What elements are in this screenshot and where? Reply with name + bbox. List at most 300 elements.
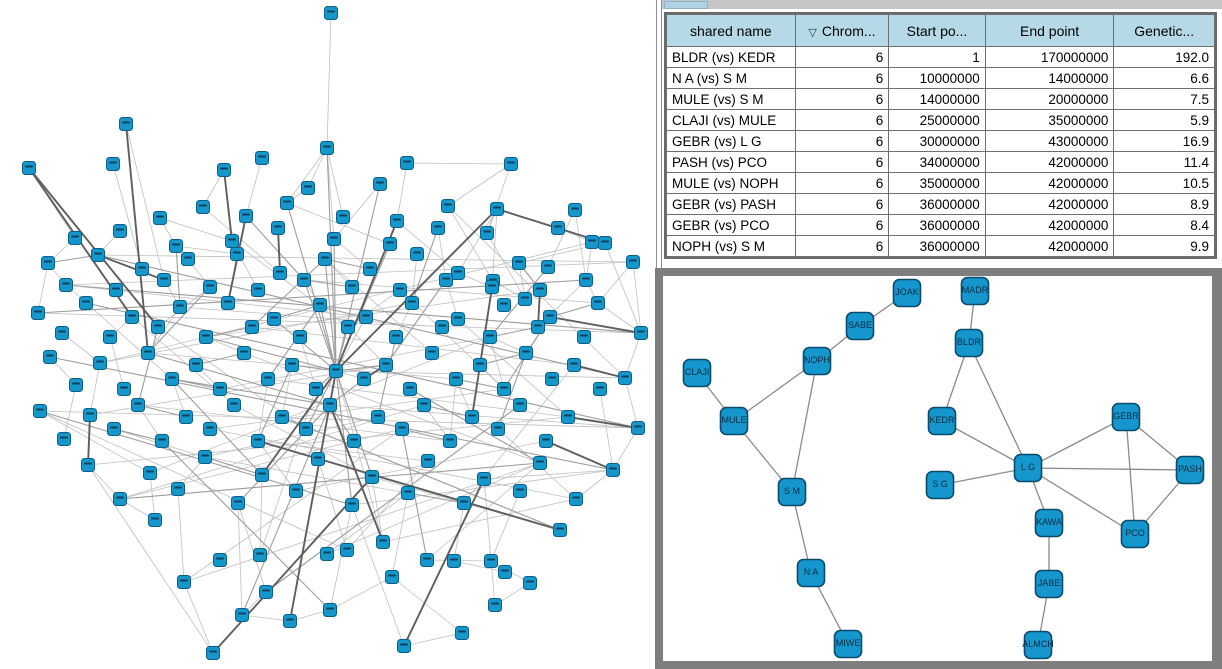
overview-node[interactable] <box>114 225 127 238</box>
table-row[interactable] <box>667 236 1215 257</box>
overview-node[interactable] <box>514 399 527 412</box>
overview-node[interactable] <box>619 372 632 385</box>
table-row[interactable] <box>667 47 1215 68</box>
cell-value[interactable]: 14000000 <box>889 89 986 110</box>
overview-node[interactable] <box>594 383 607 396</box>
cell-value[interactable]: 6 <box>795 194 889 215</box>
node-label: MULE <box>721 415 747 425</box>
cell-value[interactable]: 1 <box>889 47 986 68</box>
overview-node[interactable] <box>499 566 512 579</box>
overview-node[interactable] <box>180 411 193 424</box>
overview-node[interactable] <box>484 331 497 344</box>
node-label-smudge <box>182 415 190 417</box>
cell-shared-name[interactable]: GEBR (vs) L G <box>667 131 796 152</box>
node-label-smudge <box>248 325 256 327</box>
overview-node[interactable] <box>390 331 403 344</box>
overview-node[interactable] <box>364 263 377 276</box>
overview-node[interactable] <box>578 331 591 344</box>
overview-node[interactable] <box>158 274 171 287</box>
overview-node[interactable] <box>319 253 332 266</box>
overview-node[interactable] <box>396 423 409 436</box>
cell-value[interactable]: 34000000 <box>889 152 986 173</box>
detail-node-madr[interactable] <box>962 278 989 305</box>
overview-node[interactable] <box>401 157 414 170</box>
node-label-smudge <box>500 303 508 305</box>
detail-node-kedr[interactable] <box>929 408 956 435</box>
overview-node[interactable] <box>450 373 463 386</box>
detail-node-s-m[interactable] <box>779 479 806 506</box>
graph-edge <box>546 441 613 470</box>
overview-node[interactable] <box>599 237 612 250</box>
node-label-smudge <box>452 377 460 379</box>
node-label: N A <box>803 567 819 577</box>
overview-node[interactable] <box>204 423 217 436</box>
overview-node[interactable] <box>440 274 453 287</box>
overview-node[interactable] <box>627 256 640 269</box>
overview-node[interactable] <box>254 549 267 562</box>
overview-node[interactable] <box>505 158 518 171</box>
overview-node[interactable] <box>324 399 337 412</box>
overview-node[interactable] <box>421 554 434 567</box>
overview-node[interactable] <box>310 383 323 396</box>
cell-value[interactable]: 6 <box>795 236 889 257</box>
overview-node[interactable] <box>346 499 359 512</box>
table-row[interactable] <box>667 173 1215 194</box>
overview-node[interactable] <box>204 281 217 294</box>
graph-edge <box>407 163 511 164</box>
cell-value[interactable]: 6 <box>795 131 889 152</box>
graph-edge <box>548 210 575 267</box>
overview-node[interactable] <box>214 383 227 396</box>
detail-node-jabe[interactable] <box>1036 571 1063 598</box>
cell-value[interactable]: 192.0 <box>1114 47 1215 68</box>
cell-value[interactable]: 42000000 <box>985 236 1114 257</box>
detail-node-s-g[interactable] <box>927 472 954 499</box>
overview-node[interactable] <box>92 249 105 262</box>
overview-node[interactable] <box>144 467 157 480</box>
cell-shared-name[interactable]: MULE (vs) S M <box>667 89 796 110</box>
cell-shared-name[interactable]: CLAJI (vs) MULE <box>667 110 796 131</box>
overview-node[interactable] <box>149 514 162 527</box>
overview-node[interactable] <box>246 321 259 334</box>
overview-node[interactable] <box>325 7 338 20</box>
table-row[interactable] <box>667 152 1215 173</box>
node-label-smudge <box>500 387 508 389</box>
column-header-chrom[interactable] <box>795 15 889 47</box>
overview-node[interactable] <box>236 609 249 622</box>
overview-node[interactable] <box>69 232 82 245</box>
cell-value[interactable]: 35000000 <box>889 173 986 194</box>
overview-node[interactable] <box>442 200 455 213</box>
overview-node[interactable] <box>262 373 275 386</box>
detail-node-almch[interactable] <box>1022 632 1054 659</box>
overview-node[interactable] <box>252 435 265 448</box>
cell-value[interactable]: 7.5 <box>1114 89 1215 110</box>
overview-node[interactable] <box>42 257 55 270</box>
overview-node[interactable] <box>513 257 526 270</box>
overview-node[interactable] <box>120 118 133 131</box>
overview-node[interactable] <box>436 321 449 334</box>
graph-edge <box>448 164 511 206</box>
overview-node[interactable] <box>94 357 107 370</box>
overview-node[interactable] <box>274 267 287 280</box>
node-label-smudge <box>209 651 217 653</box>
node-label-smudge <box>109 162 117 164</box>
node-label-smudge <box>240 351 248 353</box>
overview-node[interactable] <box>452 267 465 280</box>
overview-node[interactable] <box>152 321 165 334</box>
overview-node[interactable] <box>534 457 547 470</box>
overview-node[interactable] <box>226 235 239 248</box>
overview-node[interactable] <box>60 279 73 292</box>
overview-node[interactable] <box>386 571 399 584</box>
overview-node[interactable] <box>300 423 313 436</box>
overview-node[interactable] <box>80 297 93 310</box>
column-resize-chip[interactable] <box>664 1 708 9</box>
cell-value[interactable]: 20000000 <box>985 89 1114 110</box>
overview-node[interactable] <box>380 359 393 372</box>
overview-node[interactable] <box>384 238 397 251</box>
overview-node[interactable] <box>532 321 545 334</box>
overview-node[interactable] <box>238 347 251 360</box>
overview-node[interactable] <box>540 435 553 448</box>
overview-node[interactable] <box>635 327 648 340</box>
overview-node[interactable] <box>284 615 297 628</box>
overview-node[interactable] <box>118 383 131 396</box>
overview-node[interactable] <box>360 311 373 324</box>
column-header-genetic[interactable] <box>1114 15 1215 47</box>
overview-node[interactable] <box>569 204 582 217</box>
overview-node[interactable] <box>200 331 213 344</box>
detail-node-mule[interactable] <box>721 408 748 435</box>
overview-node[interactable] <box>592 297 605 310</box>
cell-value[interactable]: 36000000 <box>889 236 986 257</box>
overview-node[interactable] <box>394 284 407 297</box>
overview-node[interactable] <box>568 359 581 372</box>
overview-node[interactable] <box>448 555 461 568</box>
overview-node[interactable] <box>391 215 404 228</box>
overview-node[interactable] <box>240 210 253 223</box>
filter-icon[interactable]: ▽ <box>808 26 817 39</box>
overview-node[interactable] <box>458 497 471 510</box>
overview-node[interactable] <box>256 152 269 165</box>
node-label-smudge <box>46 355 54 357</box>
overview-node[interactable] <box>114 493 127 506</box>
overview-node[interactable] <box>372 411 385 424</box>
overview-node[interactable] <box>514 485 527 498</box>
overview-node[interactable] <box>481 227 494 240</box>
overview-node[interactable] <box>199 451 212 464</box>
overview-node[interactable] <box>374 178 387 191</box>
overview-node[interactable] <box>142 347 155 360</box>
cell-shared-name[interactable]: NOPH (vs) S M <box>667 236 796 257</box>
overview-node[interactable] <box>207 647 220 660</box>
overview-node[interactable] <box>456 627 469 640</box>
overview-node[interactable] <box>492 423 505 436</box>
overview-node[interactable] <box>190 359 203 372</box>
overview-node[interactable] <box>82 459 95 472</box>
overview-node[interactable] <box>178 576 191 589</box>
node-label-smudge <box>454 271 462 273</box>
node-label-smudge <box>288 363 296 365</box>
table-row[interactable] <box>667 110 1215 131</box>
detail-node-l-g[interactable] <box>1015 455 1042 482</box>
node-label: ALMCH <box>1022 639 1054 649</box>
cell-shared-name[interactable]: BLDR (vs) KEDR <box>667 47 796 68</box>
overview-node[interactable] <box>252 284 265 297</box>
overview-node[interactable] <box>107 158 120 171</box>
overview-node[interactable] <box>534 284 547 297</box>
overview-node[interactable] <box>444 435 457 448</box>
node-label-smudge <box>199 205 207 207</box>
cell-value[interactable]: 42000000 <box>985 152 1114 173</box>
overview-node[interactable] <box>302 182 315 195</box>
overview-node[interactable] <box>44 351 57 364</box>
graph-edge <box>88 465 213 653</box>
cell-value[interactable]: 10000000 <box>889 68 986 89</box>
overview-node[interactable] <box>498 299 511 312</box>
overview-node[interactable] <box>519 293 532 306</box>
overview-node[interactable] <box>586 236 599 249</box>
cell-value[interactable]: 36000000 <box>889 215 986 236</box>
cell-value[interactable]: 43000000 <box>985 131 1114 152</box>
overview-node[interactable] <box>341 544 354 557</box>
overview-node[interactable] <box>182 253 195 266</box>
overview-node[interactable] <box>328 233 341 246</box>
detail-node-claji[interactable] <box>684 360 711 387</box>
overview-node[interactable] <box>342 321 355 334</box>
node-label-smudge <box>564 415 572 417</box>
cell-value[interactable]: 30000000 <box>889 131 986 152</box>
column-header-endpoint[interactable] <box>985 15 1114 47</box>
overview-node[interactable] <box>70 379 83 392</box>
cell-value[interactable]: 14000000 <box>985 68 1114 89</box>
overview-node[interactable] <box>498 383 511 396</box>
overview-node[interactable] <box>406 297 419 310</box>
overview-node[interactable] <box>56 327 69 340</box>
detail-node-n-a[interactable] <box>798 560 825 587</box>
overview-node[interactable] <box>466 411 479 424</box>
overview-node[interactable] <box>554 524 567 537</box>
overview-node[interactable] <box>366 471 379 484</box>
node-label-smudge <box>348 503 356 505</box>
overview-node[interactable] <box>312 453 325 466</box>
cell-value[interactable]: 36000000 <box>889 194 986 215</box>
overview-node[interactable] <box>197 201 210 214</box>
overview-node[interactable] <box>260 586 273 599</box>
overview-node[interactable] <box>84 409 97 422</box>
overview-node[interactable] <box>268 313 281 326</box>
graph-edge <box>397 221 458 273</box>
table-row[interactable] <box>667 215 1215 236</box>
overview-node[interactable] <box>337 211 350 224</box>
overview-node[interactable] <box>231 248 244 261</box>
node-label-smudge <box>25 166 33 168</box>
cell-value[interactable]: 170000000 <box>985 47 1114 68</box>
overview-node[interactable] <box>358 373 371 386</box>
cell-value[interactable]: 5.9 <box>1114 110 1215 131</box>
overview-node[interactable] <box>108 423 121 436</box>
detail-network-panel <box>655 268 1222 669</box>
overview-node[interactable] <box>580 274 593 287</box>
overview-node[interactable] <box>170 240 183 253</box>
overview-node[interactable] <box>34 405 47 418</box>
overview-node[interactable] <box>314 299 327 312</box>
overview-node[interactable] <box>542 261 555 274</box>
detail-node-joak[interactable] <box>894 280 921 307</box>
overview-node[interactable] <box>104 331 117 344</box>
overview-node[interactable] <box>256 469 269 482</box>
overview-node[interactable] <box>132 399 145 412</box>
node-label-smudge <box>62 283 70 285</box>
overview-node[interactable] <box>218 164 231 177</box>
overview-node[interactable] <box>156 435 169 448</box>
overview-node[interactable] <box>136 263 149 276</box>
overview-node[interactable] <box>346 281 359 294</box>
overview-node[interactable] <box>321 548 334 561</box>
cell-value[interactable]: 8.4 <box>1114 215 1215 236</box>
overview-node[interactable] <box>154 212 167 225</box>
detail-node-miwe[interactable] <box>835 631 862 658</box>
node-label-smudge <box>120 387 128 389</box>
node-label-smudge <box>110 427 118 429</box>
detail-node-sabe[interactable] <box>847 313 874 340</box>
overview-node[interactable] <box>411 248 424 261</box>
cell-value[interactable]: 42000000 <box>985 215 1114 236</box>
overview-node[interactable] <box>546 373 559 386</box>
cell-value[interactable]: 11.4 <box>1114 152 1215 173</box>
column-header-shared-name[interactable] <box>667 15 796 47</box>
overview-node[interactable] <box>418 399 431 412</box>
overview-node[interactable] <box>23 162 36 175</box>
column-header-startpo[interactable] <box>889 15 986 47</box>
detail-node-bldr[interactable] <box>956 330 983 357</box>
detail-node-noph[interactable] <box>804 348 831 375</box>
overview-node[interactable] <box>524 577 537 590</box>
cell-value[interactable]: 6.6 <box>1114 68 1215 89</box>
overview-node[interactable] <box>520 347 533 360</box>
detail-network-canvas[interactable] <box>663 276 1212 661</box>
overview-node[interactable] <box>281 197 294 210</box>
cell-value[interactable]: 9.9 <box>1114 236 1215 257</box>
overview-node[interactable] <box>404 383 417 396</box>
detail-node-pash[interactable] <box>1177 457 1204 484</box>
overview-node[interactable] <box>607 464 620 477</box>
node-label-smudge <box>321 257 329 259</box>
overview-node[interactable] <box>166 373 179 386</box>
overview-node[interactable] <box>562 411 575 424</box>
node-label-smudge <box>122 122 130 124</box>
node-label-smudge <box>94 253 102 255</box>
cell-shared-name[interactable]: PASH (vs) PCO <box>667 152 796 173</box>
cell-value[interactable]: 6 <box>795 110 889 131</box>
overview-node[interactable] <box>174 301 187 314</box>
node-label-smudge <box>332 369 340 371</box>
overview-node[interactable] <box>452 313 465 326</box>
overview-node[interactable] <box>485 555 498 568</box>
overview-node[interactable] <box>432 222 445 235</box>
cell-value[interactable]: 10.5 <box>1114 173 1215 194</box>
cell-value[interactable]: 42000000 <box>985 194 1114 215</box>
overview-node[interactable] <box>32 307 45 320</box>
detail-node-kawa[interactable] <box>1036 510 1063 537</box>
cell-value[interactable]: 25000000 <box>889 110 986 131</box>
overview-node[interactable] <box>474 359 487 372</box>
overview-node[interactable] <box>58 433 71 446</box>
table-row[interactable] <box>667 194 1215 215</box>
overview-node[interactable] <box>222 297 235 310</box>
cell-value[interactable]: 16.9 <box>1114 131 1215 152</box>
cell-value[interactable]: 42000000 <box>985 173 1114 194</box>
cell-shared-name[interactable]: MULE (vs) NOPH <box>667 173 796 194</box>
overview-node[interactable] <box>298 274 311 287</box>
overview-node[interactable] <box>110 284 123 297</box>
overview-node[interactable] <box>491 203 504 216</box>
node-label-smudge <box>548 377 556 379</box>
overview-node[interactable] <box>377 536 390 549</box>
overview-node[interactable] <box>286 359 299 372</box>
overview-node[interactable] <box>324 604 337 617</box>
overview-node[interactable] <box>228 399 241 412</box>
overview-node[interactable] <box>570 493 583 506</box>
node-label-smudge <box>116 229 124 231</box>
overview-node[interactable] <box>214 554 227 567</box>
table-row[interactable] <box>667 68 1215 89</box>
table-row[interactable] <box>667 131 1215 152</box>
cell-value[interactable]: 8.9 <box>1114 194 1215 215</box>
overview-node[interactable] <box>486 281 499 294</box>
overview-node[interactable] <box>478 473 491 486</box>
overview-node[interactable] <box>276 411 289 424</box>
overview-node[interactable] <box>348 435 361 448</box>
node-label-smudge <box>483 231 491 233</box>
overview-node[interactable] <box>294 331 307 344</box>
table-row[interactable] <box>667 89 1215 110</box>
cell-shared-name[interactable]: GEBR (vs) PASH <box>667 194 796 215</box>
cell-value[interactable]: 6 <box>795 152 889 173</box>
overview-node[interactable] <box>489 599 502 612</box>
detail-node-gebr[interactable] <box>1113 404 1140 431</box>
node-label-smudge <box>206 285 214 287</box>
cell-value[interactable]: 6 <box>795 68 889 89</box>
overview-node[interactable] <box>544 311 557 324</box>
graph-edge <box>330 577 392 610</box>
overview-node[interactable] <box>632 422 645 435</box>
cell-shared-name[interactable]: N A (vs) S M <box>667 68 796 89</box>
overview-node[interactable] <box>552 222 565 235</box>
cell-value[interactable]: 6 <box>795 47 889 68</box>
overview-node[interactable] <box>232 497 245 510</box>
overview-node[interactable] <box>321 142 334 155</box>
node-label-smudge <box>544 265 552 267</box>
overview-node[interactable] <box>126 311 139 324</box>
column-header-label: Start po... <box>906 22 968 39</box>
cell-value[interactable]: 6 <box>795 173 889 194</box>
cell-value[interactable]: 35000000 <box>985 110 1114 131</box>
overview-node[interactable] <box>330 365 343 378</box>
overview-node[interactable] <box>422 455 435 468</box>
overview-node[interactable] <box>172 483 185 496</box>
overview-node[interactable] <box>290 485 303 498</box>
detail-node-pco[interactable] <box>1122 521 1149 548</box>
cell-value[interactable]: 6 <box>795 215 889 236</box>
overview-node[interactable] <box>426 347 439 360</box>
overview-node[interactable] <box>272 222 285 235</box>
cell-shared-name[interactable]: GEBR (vs) PCO <box>667 215 796 236</box>
overview-node[interactable] <box>402 487 415 500</box>
cell-value[interactable]: 6 <box>795 89 889 110</box>
overview-node[interactable] <box>398 640 411 653</box>
